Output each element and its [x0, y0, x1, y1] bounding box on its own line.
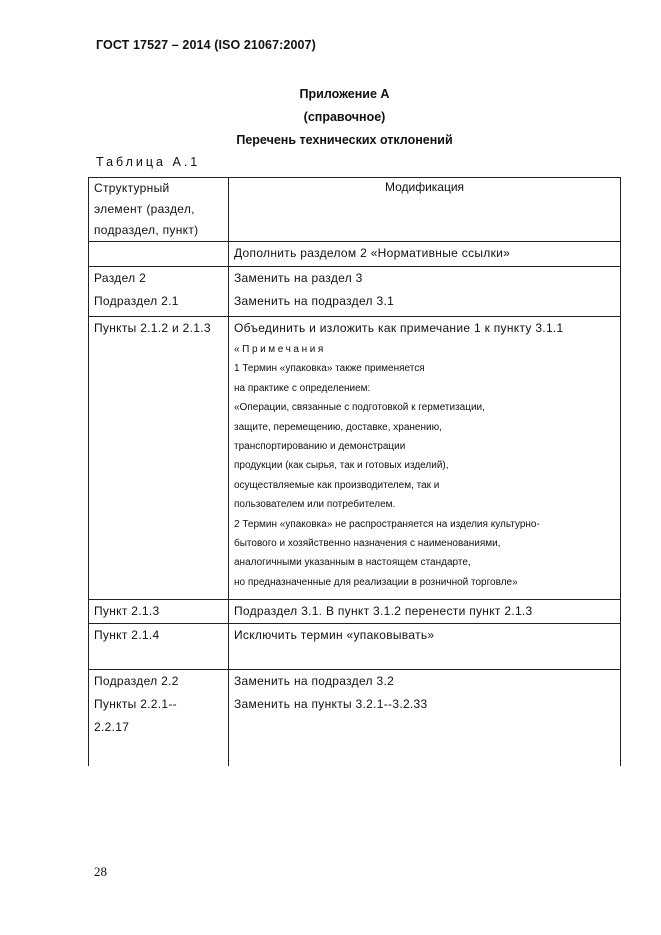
page-number: 28 — [94, 864, 107, 879]
element-text: Пункт 2.1.3 — [94, 604, 160, 618]
note-line: 2 Термин «упаковка» не распространяется на изделия культурно- — [234, 518, 540, 530]
modification-text: Заменить на раздел 3 — [234, 271, 363, 285]
row-element-cell — [89, 670, 229, 766]
element-text: Раздел 2 — [94, 271, 147, 285]
row-modification-cell — [229, 670, 621, 766]
modification-header: Модификация — [229, 178, 621, 242]
header-line: элемент (раздел, — [94, 202, 195, 216]
row-modification-cell — [229, 600, 621, 624]
header-line: Структурный — [94, 181, 170, 195]
annex-heading: Перечень технических отклонений — [236, 133, 453, 147]
table-row — [89, 317, 621, 600]
annex-subtitle: (справочное) — [303, 110, 386, 124]
row-element-cell — [89, 242, 229, 267]
table-row — [89, 600, 621, 624]
row-modification-cell — [229, 267, 621, 317]
row-modification-cell — [229, 242, 621, 267]
note-line: бытового и хозяйственно назначения с наименованиями, — [234, 538, 501, 550]
element-text: 2.2.17 — [94, 720, 130, 734]
table-row — [89, 624, 621, 670]
modification-text: Дополнить разделом 2 «Нормативные ссылки» — [234, 246, 511, 260]
row-element-cell — [89, 624, 229, 670]
annex-title: Приложение А — [299, 87, 390, 101]
table-row — [89, 242, 621, 267]
element-text: Подраздел 2.1 — [94, 294, 179, 308]
table-header-row — [89, 178, 621, 242]
note-line: аналогичными указанным в настоящем стандарте, — [234, 557, 471, 569]
row-modification-cell — [229, 624, 621, 670]
element-text: Подраздел 2.2 — [94, 674, 179, 688]
row-element-cell — [89, 267, 229, 317]
note-line: защите, перемещению, доставке, хранению, — [234, 421, 442, 433]
table-caption: Таблица А.1 — [96, 155, 201, 169]
note-line: «Операции, связанные с подготовкой к герметизации, — [234, 402, 485, 414]
modification-text: Заменить на подраздел 3.2 — [234, 674, 395, 688]
modification-text: Подраздел 3.1. В пункт 3.1.2 перенести пункт 2.1.3 — [234, 604, 533, 618]
modification-text: Заменить на пункты 3.2.1--3.2.33 — [234, 697, 428, 711]
note-line: но предназначенные для реализации в розничной торговле» — [234, 576, 518, 588]
note-line: продукции (как сырья, так и готовых изделий), — [234, 460, 449, 472]
table-row — [89, 670, 621, 766]
element-text: Пункты 2.2.1-- — [94, 697, 177, 711]
header-line: подраздел, пункт) — [94, 223, 199, 237]
row-modification-cell — [229, 317, 621, 600]
modification-text: Заменить на подраздел 3.1 — [234, 294, 395, 308]
modification-text: Исключить термин «упаковывать» — [234, 628, 435, 642]
note-line: транспортированию и демонстрации — [234, 441, 406, 453]
row-element-cell — [89, 317, 229, 600]
element-text: Пункты 2.1.2 и 2.1.3 — [94, 321, 211, 335]
modification-text: Объединить и изложить как примечание 1 к пункту 3.1.1 — [234, 321, 564, 335]
document-code: ГОСТ 17527 – 2014 (ISO 21067:2007) — [96, 38, 316, 52]
note-line: 1 Термин «упаковка» также применяется — [234, 363, 425, 375]
structural-element-header — [89, 178, 229, 242]
note-heading: «Примечания — [234, 344, 326, 355]
note-line: осуществляемые как производителем, так и — [234, 479, 440, 491]
note-line: пользователем или потребителем. — [234, 499, 396, 511]
row-element-cell — [89, 600, 229, 624]
element-text: Пункт 2.1.4 — [94, 628, 160, 642]
note-line: на практике с определением: — [234, 382, 371, 394]
table-row — [89, 267, 621, 317]
deviations-table — [88, 177, 621, 766]
